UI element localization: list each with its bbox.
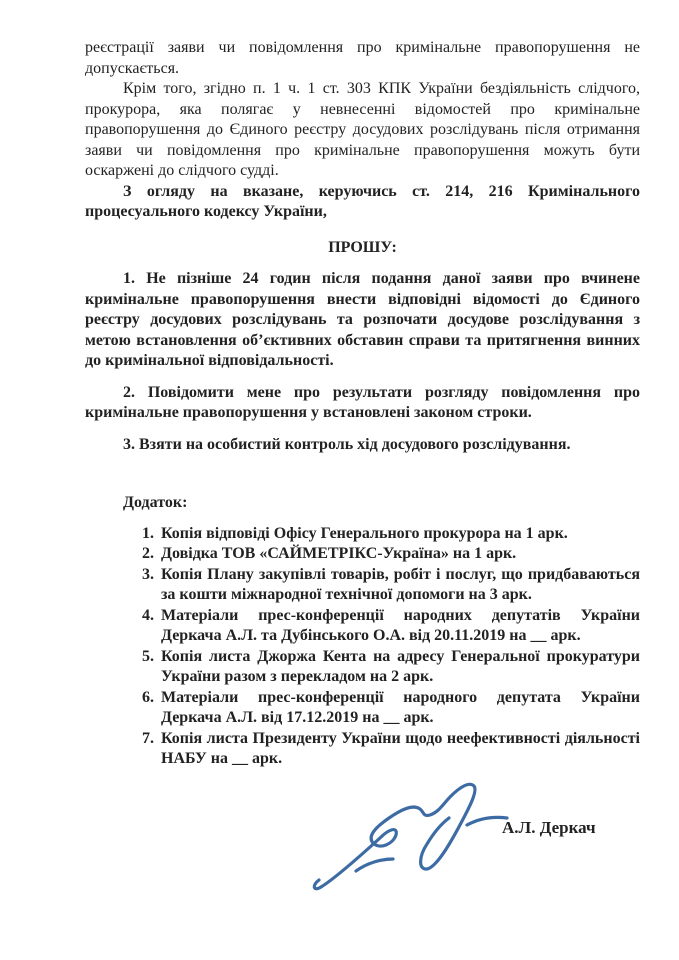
attachment-item: 6. Матеріали прес-конференції народного депутата України Деркача А.Л. від 17.12.2019 на __ арк. — [158, 688, 640, 729]
paragraph-kpk-303: Крім того, згідно п. 1 ч. 1 ст. 303 КПК України бездіяльність слідчого, прокурора, яка полягає у невнесенні відомостей про кримінальне правопорушення до Єдиного реєстру досудових розслідувань після отримання заяви чи повідомлення про кримінальне правопорушення можуть бути оскаржені до слідчого судді. — [85, 80, 640, 179]
attachment-item: 5. Копія листа Джоржа Кента на адресу Генеральної прокуратури України разом з перекладом на 2 арк. — [158, 647, 640, 688]
request-item: 2. Повідомити мене про результати розгляду повідомлення про кримінальне правопорушення у встановлені законом строки. — [85, 383, 640, 421]
request-item: 1. Не пізніше 24 годин після подання даної заяви про вчинене кримінальне правопорушення внести відповідні відомості до Єдиного реєстру досудових розслідувань та розпочати досудове розслідування з метою встановлення об’єктивних обставин справи та притягнення винних до кримінальної відповідальності. — [85, 270, 640, 369]
attachment-item: 2. Довідка ТОВ «САЙМЕТРІКС-Україна» на 1 арк. — [158, 544, 640, 565]
attachments-heading: Додаток: — [123, 494, 188, 511]
signature-stroke-dash — [467, 817, 507, 825]
paragraph-legal-basis: З огляду на вказане, керуючись ст. 214, 216 Кримінального процесуального кодексу України, — [85, 182, 640, 220]
request-item: 3. Взяти на особистий контроль хід досудового розслідування. — [123, 435, 571, 453]
signature-scribble-icon — [290, 776, 510, 906]
attachment-item: 3. Копія Плану закупівлі товарів, робіт і послуг, що придбаваються за кошти міжнародної технічної допомоги на 3 арк. — [158, 565, 640, 606]
request-heading: ПРОШУ: — [328, 238, 397, 256]
attachment-item: 1. Копія відповіді Офісу Генерального прокурора на 1 арк. — [158, 524, 640, 545]
attachment-item: 7. Копія листа Президенту України щодо неефективності діяльності НАБУ на __ арк. — [158, 729, 640, 770]
attachments-list — [85, 524, 640, 770]
signature-stroke-underline — [356, 859, 393, 871]
signature-stroke-main — [314, 784, 475, 888]
signatory-name: А.Л. Деркач — [502, 817, 596, 837]
paragraph-continuation: реєстрації заяви чи повідомлення про кримінальне правопорушення не допускається. — [85, 39, 640, 77]
requests-section — [85, 269, 640, 455]
signature-block — [85, 774, 640, 939]
attachment-item: 4. Матеріали прес-конференції народних депутатів України Деркача А.Л. та Дубінського О.А. від 20.11.2019 на __ арк. — [158, 606, 640, 647]
